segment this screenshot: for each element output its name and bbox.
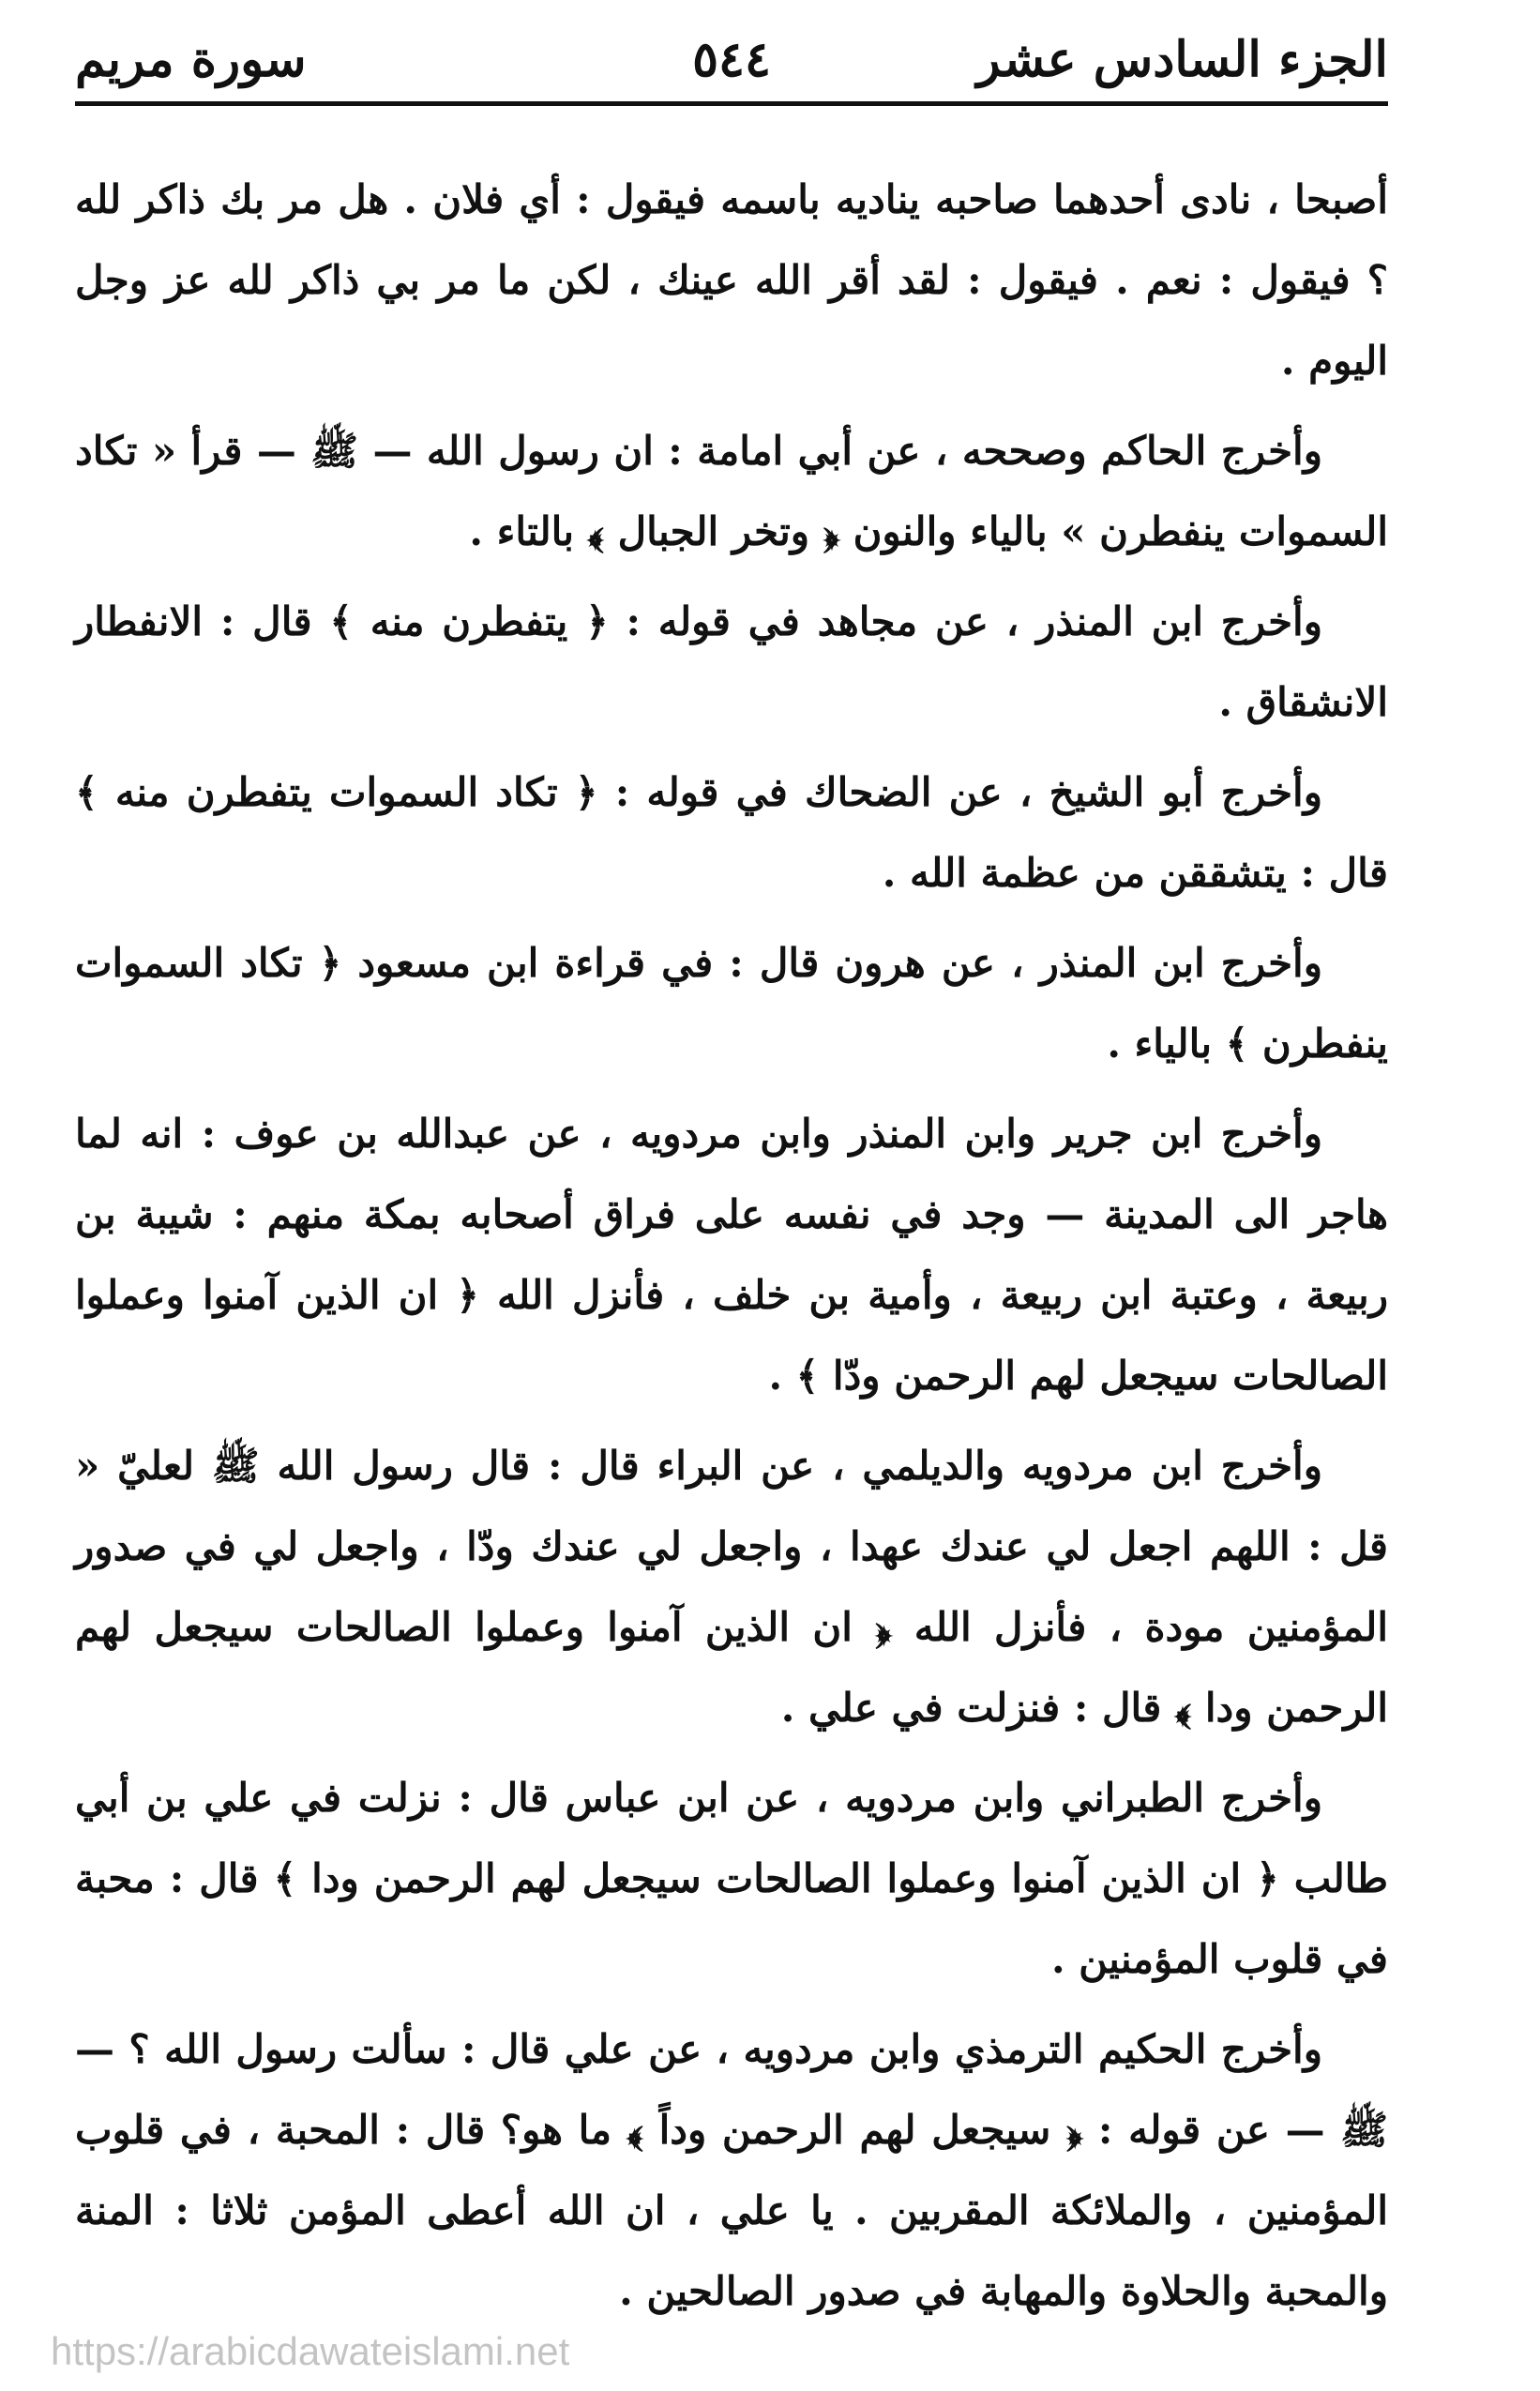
paragraph: وأخرج الحكيم الترمذي وابن مردويه ، عن علي قال : سألت رسول الله ؟ — ﷺ — عن قوله : ﴿ سيجعل لهم الرحمن وداً ﴾ ما هو؟ قال : المحبة ، في قلوب المؤمنين ، والملائكة المقربين . يا علي ، ان الله أعطى المؤمن ثلاثا : المنة والمحبة والحلاوة والمهابة في صدور الصالحين . [75,2026,1388,2314]
paragraph: وأخرج ابن المنذر ، عن هرون قال : في قراءة ابن مسعود ﴿ تكاد السموات ينفطرن ﴾ بالياء . [75,940,1388,1067]
juz-title: الجزء السادس عشر [976,31,1388,88]
paragraph: وأخرج ابن المنذر ، عن مجاهد في قوله : ﴿ يتفطرن منه ﴾ قال : الانفطار الانشقاق . [75,598,1388,725]
paragraph: وأخرج الطبراني وابن مردويه ، عن ابن عباس قال : نزلت في علي بن أبي طالب ﴿ ان الذين آمنوا وعملوا الصالحات سيجعل لهم الرحمن ودا ﴾ قال : محبة في قلوب المؤمنين . [75,1775,1388,1982]
header-divider [75,101,1388,106]
page-header [75,26,1388,92]
page-body [75,159,1388,2341]
surah-title: سورة مريم [75,31,307,88]
paragraph: أصبحا ، نادى أحدهما صاحبه يناديه باسمه فيقول : أي فلان . هل مر بك ذاكر لله ؟ فيقول : نعم . فيقول : لقد أقر الله عينك ، لكن ما مر بي ذاكر لله عز وجل اليوم . [75,176,1388,384]
paragraph: وأخرج ابن جرير وابن المنذر وابن مردويه ، عن عبدالله بن عوف : انه لما هاجر الى المدينة — وجد في نفسه على فراق أصحابه بمكة منهم : شيبة بن ربيعة ، وعتبة ابن ربيعة ، وأمية بن خلف ، فأنزل الله ﴿ ان الذين آمنوا وعملوا الصالحات سيجعل لهم الرحمن ودّا ﴾ . [75,1111,1388,1399]
source-watermark: https://arabicdawateislami.net [51,2329,570,2373]
paragraph: وأخرج ابن مردويه والديلمي ، عن البراء قال : قال رسول الله ﷺ لعليّ « قل : اللهم اجعل لي عندك عهدا ، واجعل لي عندك ودّا ، واجعل لي في صدور المؤمنين مودة ، فأنزل الله ﴿ ان الذين آمنوا وعملوا الصالحات سيجعل لهم الرحمن ودا ﴾ قال : فنزلت في علي . [75,1443,1388,1731]
paragraph: وأخرج أبو الشيخ ، عن الضحاك في قوله : ﴿ تكاد السموات يتفطرن منه ﴾ قال : يتشققن من عظمة الله . [75,769,1388,896]
page-number: ٥٤٤ [692,31,771,88]
paragraph: وأخرج الحاكم وصححه ، عن أبي امامة : ان رسول الله — ﷺ — قرأ « تكاد السموات ينفطرن » بالياء والنون ﴿ وتخر الجبال ﴾ بالتاء . [75,428,1388,554]
page [75,0,1388,2391]
